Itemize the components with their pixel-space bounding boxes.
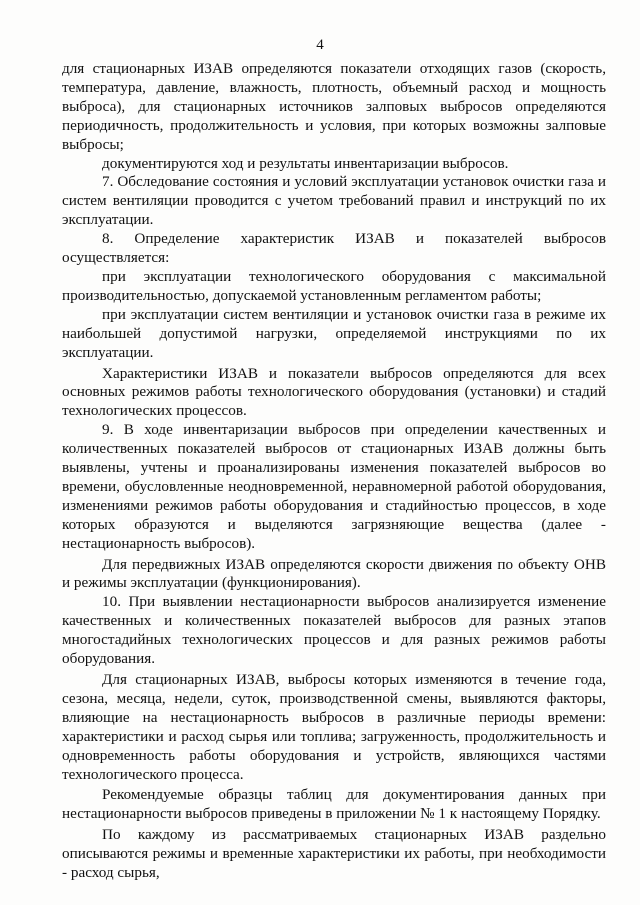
document-body bbox=[62, 60, 606, 883]
paragraph: Рекомендуемые образцы таблиц для документирования данных при нестационарности выбросов приведены в приложении № 1 к настоящему Порядку. bbox=[62, 786, 606, 823]
paragraph: Для передвижных ИЗАВ определяются скорости движения по объекту ОНВ и режимы эксплуатации (функционирования). bbox=[62, 555, 606, 592]
paragraph: при эксплуатации технологического оборудования с максимальной производительностью, допускаемой установленным регламентом работы; bbox=[62, 267, 606, 304]
paragraph: 7. Обследование состояния и условий эксплуатации установок очистки газа и систем вентиляции проводится с учетом требований правил и инструкций по их эксплуатации. bbox=[62, 173, 606, 229]
paragraph: 9. В ходе инвентаризации выбросов при определении качественных и количественных показателей выбросов от стационарных ИЗАВ должны быть выявлены, учтены и проанализированы изменения показателей выбросов во времени, обусловленные неодновременной, неравномерной работой оборудования, изменениями режимов работы оборудования и стадийностью процессов, в ходе которых образуются и выделяются загрязняющие вещества (далее - нестационарность выбросов). bbox=[62, 421, 606, 552]
paragraph: документируются ход и результаты инвентаризации выбросов. bbox=[102, 154, 509, 172]
paragraph: Характеристики ИЗАВ и показатели выбросов определяются для всех основных режимов работы технологического оборудования (установки) и стадий технологических процессов. bbox=[62, 364, 606, 420]
paragraph: для стационарных ИЗАВ определяются показатели отходящих газов (скорость, температура, давление, влажность, плотность, объемный расход и мощность выброса), для стационарных источников залповых выбросов определяются периодичность, продолжительность и условия, при которых возможны залповые выбросы; bbox=[62, 60, 606, 153]
paragraph: По каждому из рассматриваемых стационарных ИЗАВ раздельно описываются режимы и временные характеристики их работы, при необходимости - расход сырья, bbox=[62, 826, 606, 882]
paragraph: 8. Определение характеристик ИЗАВ и показателей выбросов осуществляется: bbox=[62, 230, 606, 267]
paragraph: 10. При выявлении нестационарности выбросов анализируется изменение качественных и количественных показателей выбросов для разных этапов многостадийных технологических процессов и для разных режимов работы оборудования. bbox=[62, 593, 606, 668]
paragraph: при эксплуатации систем вентиляции и установок очистки газа в режиме их наибольшей допустимой нагрузки, определяемой инструкциями по их эксплуатации. bbox=[62, 305, 606, 361]
page-number: 4 bbox=[316, 37, 324, 53]
paragraph: Для стационарных ИЗАВ, выбросы которых изменяются в течение года, сезона, месяца, недели, суток, производственной смены, выявляются факторы, влияющие на нестационарность выбросов в различные периоды времени: характеристики и расход сырья или топлива; загруженность, продолжительность и одновременность работы оборудования и устройств, являющихся частями технологического процесса. bbox=[62, 671, 606, 783]
